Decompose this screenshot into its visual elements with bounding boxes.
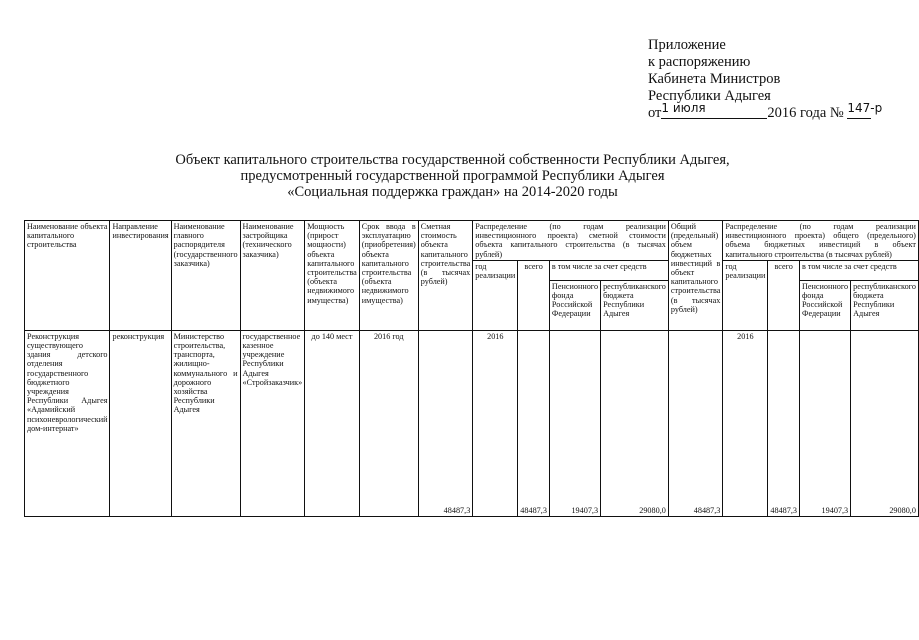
header-year: год реализации	[473, 260, 518, 330]
appendix-line-1: Приложение	[648, 37, 726, 53]
title-line-1: Объект капитального строительства государственной собственности Республики Адыгея,	[175, 152, 730, 168]
title-line-2: предусмотренный государственной программой Республики Адыгея	[240, 168, 665, 184]
header-capacity: Мощность (прирост мощности) объекта капитального строительства (объекта недвижимого имущества)	[305, 221, 360, 331]
header-tech-customer: Наименование застройщика (технического заказчика)	[240, 221, 305, 331]
cell-pension-2: 19407,3	[799, 330, 850, 516]
header-incl: в том числе за счет средств	[549, 260, 668, 280]
document-title	[0, 152, 905, 200]
cell-year-2: 2016	[723, 330, 768, 516]
cell-commission: 2016 год	[359, 330, 418, 516]
cell-republic-2: 29080,0	[851, 330, 919, 516]
cell-year: 2016	[473, 330, 518, 516]
cell-tech-customer: государственное казенное учреждение Республики Адыгея «Стройзаказчик»	[240, 330, 305, 516]
cell-capacity: до 140 мест	[305, 330, 360, 516]
investment-table	[24, 220, 919, 517]
appendix-block	[648, 37, 883, 122]
date-year: 2016 года №	[767, 105, 844, 121]
header-republic: республиканского бюджета Республики Адыгея	[601, 280, 669, 330]
header-dist-general: Распределение (по годам реализации инвестиционного проекта) общего (предельного) объема бюджетных инвестиций в объект капитального строительства (в тысячах рублей)	[723, 221, 919, 261]
header-dist-estimate: Распределение (по годам реализации инвестиционного проекта) сметной стоимости объекта капитального строительства (в тысячах рублей)	[473, 221, 669, 261]
appendix-line-4: Республики Адыгея	[648, 88, 771, 104]
header-pension-2: Пенсионного фонда Российской Федерации	[799, 280, 850, 330]
cell-general-volume: 48487,3	[668, 330, 723, 516]
header-total-2: всего	[768, 260, 800, 330]
cell-total-2: 48487,3	[768, 330, 800, 516]
number-blank	[847, 101, 883, 119]
cell-direction: реконструкция	[110, 330, 171, 516]
cell-customer: Министерство строительства, транспорта, жилищно-коммунального и дорожного хозяйства Республики Адыгея	[171, 330, 240, 516]
appendix-line-3: Кабинета Министров	[648, 71, 781, 87]
cell-pension: 19407,3	[549, 330, 600, 516]
cell-republic: 29080,0	[601, 330, 669, 516]
header-commission: Срок ввода в эксплуатацию (приобретения) объекта капитального строительства (объекта недвижимого имущества)	[359, 221, 418, 331]
header-year-2: год реализации	[723, 260, 768, 330]
cell-estimate: 48487,3	[418, 330, 473, 516]
header-direction: Направление инвестирования	[110, 221, 171, 331]
table-row	[25, 330, 919, 516]
header-total: всего	[518, 260, 550, 330]
header-incl-2: в том числе за счет средств	[799, 260, 918, 280]
header-name: Наименование объекта капитального строительства	[25, 221, 110, 331]
date-prefix: от	[648, 105, 662, 121]
header-general-volume: Общий (предельный) объем бюджетных инвестиций в объект капитального строительства (в тысячах рублей)	[668, 221, 723, 331]
header-pension: Пенсионного фонда Российской Федерации	[549, 280, 600, 330]
cell-object-name: Реконструкция существующего здания детского отделения государственного бюджетного учреждения Республики Адыгея «Адамийский психоневрологический дом-интернат»	[25, 330, 110, 516]
cell-total: 48487,3	[518, 330, 550, 516]
appendix-line-2: к распоряжению	[648, 54, 751, 70]
header-republic-2: республиканского бюджета Республики Адыгея	[851, 280, 919, 330]
title-line-3: «Социальная поддержка граждан» на 2014-2020 годы	[287, 184, 618, 200]
order-number: 147-р	[847, 101, 883, 115]
appendix-date-line	[648, 101, 883, 122]
header-customer: Наименование главного распорядителя (государственного заказчика)	[171, 221, 240, 331]
date-blank	[661, 101, 767, 119]
header-row-1	[25, 221, 919, 261]
date-day-month: 1 июля	[661, 101, 706, 115]
header-estimate: Сметная стоимость объекта капитального строительства (в тысячах рублей)	[418, 221, 473, 331]
